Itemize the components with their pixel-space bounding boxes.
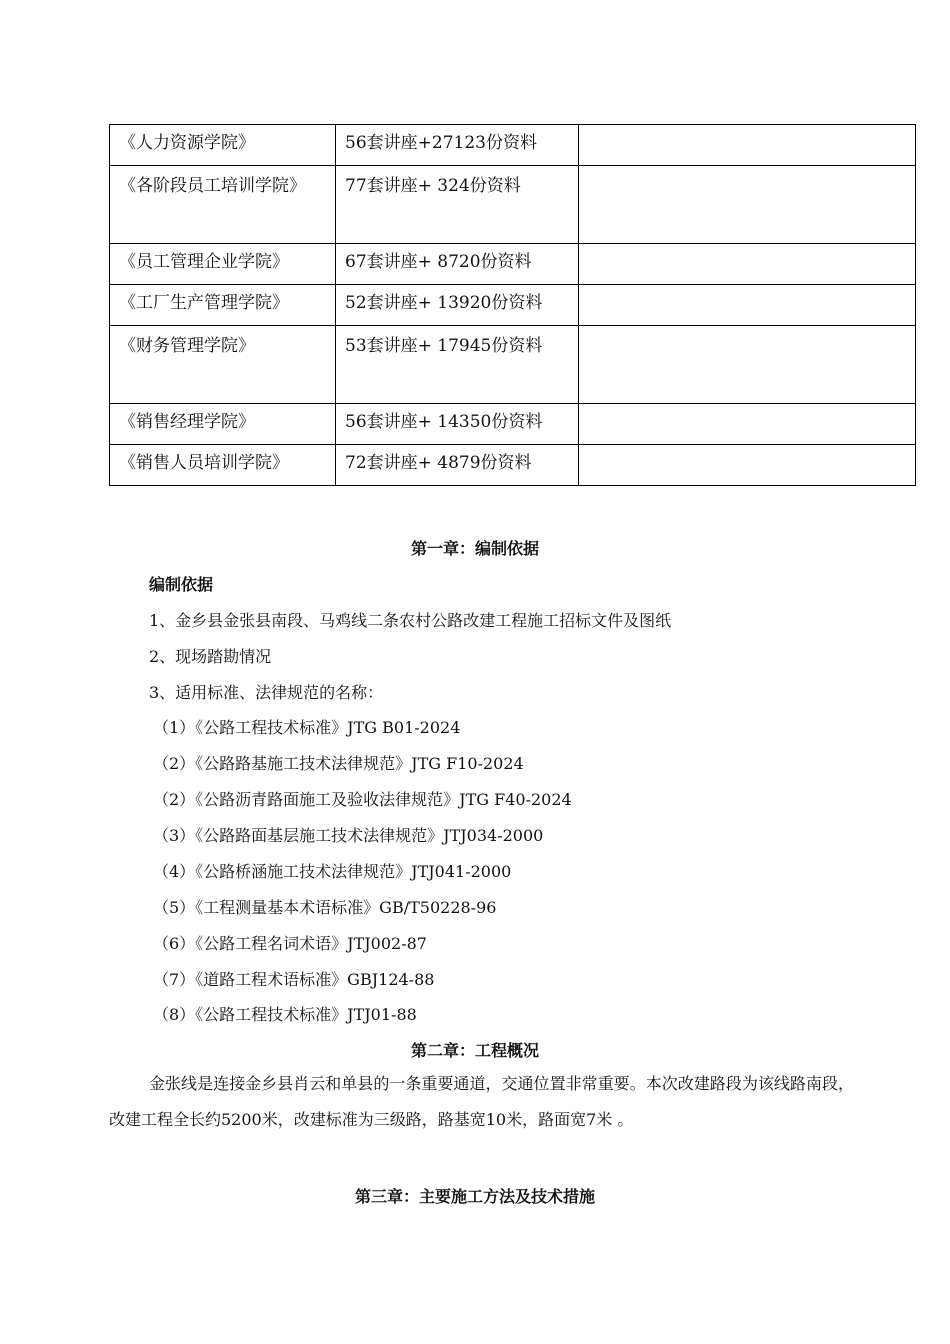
- table-cell-note: [579, 166, 916, 244]
- table-cell-content: 53套讲座+ 17945份资料: [336, 326, 579, 404]
- table-cell-note: [579, 244, 916, 285]
- chapter1-subtitle: 编制依据: [149, 575, 214, 594]
- table-cell-note: [579, 285, 916, 326]
- table-cell-note: [579, 404, 916, 445]
- table-cell-content: 56套讲座+ 14350份资料: [336, 404, 579, 445]
- table-cell-name: 《人力资源学院》: [110, 125, 336, 166]
- standard-item: （5）《工程测量基本术语标准》GB/T50228-96: [153, 898, 497, 917]
- table-cell-content: 72套讲座+ 4879份资料: [336, 445, 579, 486]
- standard-item: （7）《道路工程术语标准》GBJ124-88: [153, 970, 435, 989]
- table-cell-name: 《财务管理学院》: [110, 326, 336, 404]
- chapter2-title: 第二章：工程概况: [410, 1041, 539, 1060]
- table-cell-content: 52套讲座+ 13920份资料: [336, 285, 579, 326]
- standard-item: （8）《公路工程技术标准》JTJ01-88: [153, 1005, 417, 1024]
- chapter2-paragraph: 金张线是连接金乡县肖云和单县的一条重要通道，交通位置非常重要。本次改建路段为该线路南段，改建工程全长约5200米，改建标准为三级路，路基宽10米，路面宽7米 。: [109, 1074, 854, 1129]
- chapter3-title: 第三章：主要施工方法及技术措施: [354, 1187, 595, 1206]
- standard-item: （1）《公路工程技术标准》JTG B01-2024: [153, 718, 461, 737]
- table-row: [110, 326, 916, 404]
- table-cell-name: 《销售经理学院》: [110, 404, 336, 445]
- standard-item: （6）《公路工程名词术语》JTJ002-87: [153, 934, 427, 953]
- table-cell-note: [579, 445, 916, 486]
- table-row: [110, 244, 916, 285]
- table-cell-content: 67套讲座+ 8720份资料: [336, 244, 579, 285]
- table-row: [110, 166, 916, 244]
- standard-item: （3）《公路路面基层施工技术法律规范》JTJ034-2000: [153, 826, 544, 845]
- table-cell-content: 56套讲座+27123份资料: [336, 125, 579, 166]
- table-row: [110, 125, 916, 166]
- standard-item: （2）《公路沥青路面施工及验收法律规范》JTG F40-2024: [153, 790, 572, 809]
- table-cell-content: 77套讲座+ 324份资料: [336, 166, 579, 244]
- basis-item: 1、金乡县金张县南段、马鸡线二条农村公路改建工程施工招标文件及图纸: [149, 611, 672, 630]
- standard-item: （4）《公路桥涵施工技术法律规范》JTJ041-2000: [153, 862, 512, 881]
- table-cell-note: [579, 326, 916, 404]
- table-cell-name: 《各阶段员工培训学院》: [110, 166, 336, 244]
- table-row: [110, 285, 916, 326]
- table-cell-note: [579, 125, 916, 166]
- basis-item: 2、现场踏勘情况: [149, 647, 272, 666]
- table-cell-name: 《销售人员培训学院》: [110, 445, 336, 486]
- table-row: [110, 404, 916, 445]
- table-cell-name: 《员工管理企业学院》: [110, 244, 336, 285]
- course-library-table: [109, 124, 916, 486]
- basis-item: 3、适用标准、法律规范的名称：: [149, 683, 384, 702]
- chapter1-title: 第一章：编制依据: [410, 539, 539, 558]
- table-row: [110, 445, 916, 486]
- table-cell-name: 《工厂生产管理学院》: [110, 285, 336, 326]
- standard-item: （2）《公路路基施工技术法律规范》JTG F10-2024: [153, 754, 524, 773]
